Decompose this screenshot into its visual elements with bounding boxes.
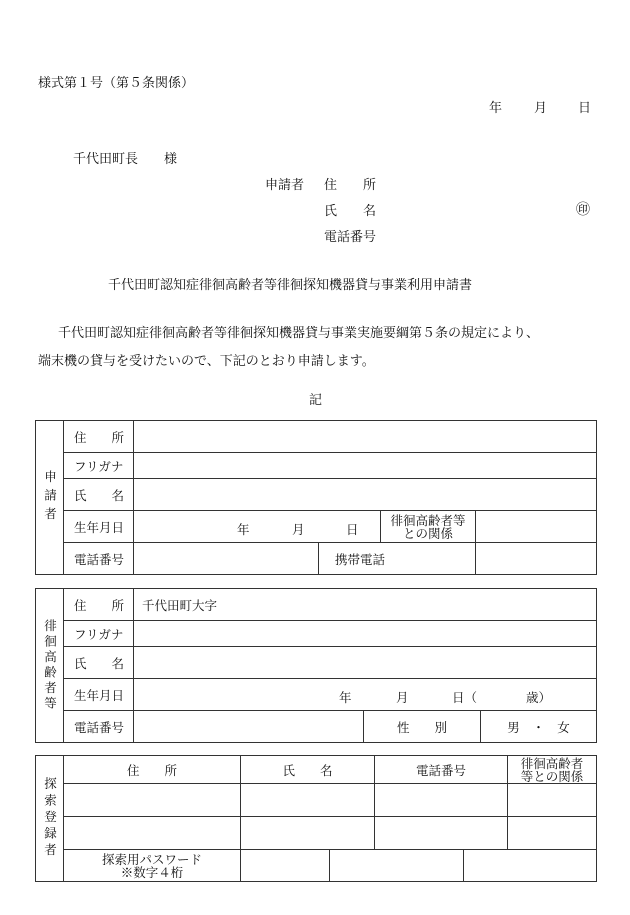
elder-address-value: 千代田町大字 [142, 597, 218, 613]
searcher1-address-field[interactable] [64, 784, 241, 817]
searcher-table [35, 755, 597, 882]
seal-mark: ㊞ [576, 202, 590, 218]
elder-gender-label: 性 別 [364, 711, 481, 743]
password-digit-3[interactable] [464, 850, 597, 882]
body-text-line2: 端末機の貸与を受けたいので、下記のとおり申請します。 [38, 354, 375, 369]
applicant-birth-field[interactable] [134, 511, 381, 543]
searcher2-relation-field[interactable] [508, 817, 597, 850]
applicant-side-label: 申請者 [42, 469, 58, 526]
date-year-label: 年 [489, 101, 503, 116]
document-title: 千代田町認知症徘徊高齢者等徘徊探知機器貸与事業利用申請書 [108, 278, 473, 293]
applicant-furigana-label: フリガナ [64, 453, 134, 479]
applicant-birth-day: 日 [346, 522, 359, 537]
applicant-birth-year: 年 [237, 522, 250, 537]
applicant-birth-month: 月 [292, 522, 305, 537]
searcher2-name-field[interactable] [241, 817, 375, 850]
elder-phone-label: 電話番号 [64, 711, 134, 743]
applicant-relation-label-line1: 徘徊高齢者等 [390, 512, 466, 528]
elder-age: 歳） [526, 690, 552, 705]
applicant-header-label: 申請者 [265, 178, 305, 193]
elder-address-field[interactable] [134, 589, 597, 621]
searcher1-name-field[interactable] [241, 784, 375, 817]
searcher-col-relation-line2: 等との関係 [520, 768, 584, 784]
applicant-address-label: 住 所 [64, 421, 134, 453]
applicant-header-address-label: 住 所 [324, 178, 377, 193]
applicant-header-phone-label: 電話番号 [324, 230, 377, 245]
searcher-col-relation [508, 756, 597, 784]
elder-birth-year: 年 [339, 690, 352, 705]
applicant-name-field[interactable] [134, 479, 597, 511]
password-digit-2[interactable] [330, 850, 464, 882]
ki-label: 記 [309, 393, 323, 408]
applicant-table [35, 420, 597, 575]
searcher2-phone-field[interactable] [375, 817, 508, 850]
elder-birth-day: 日（ [452, 690, 478, 705]
elder-birth-label: 生年月日 [64, 679, 134, 711]
password-digit-1[interactable] [241, 850, 330, 882]
searcher-col-name: 氏 名 [241, 756, 375, 784]
elder-gender-options[interactable]: 男 ・ 女 [481, 711, 597, 743]
elder-furigana-label: フリガナ [64, 621, 134, 647]
searcher-col-address: 住 所 [64, 756, 241, 784]
applicant-birth-label: 生年月日 [64, 511, 134, 543]
password-label-line2: ※数字４桁 [120, 864, 184, 880]
searcher-side-label-cell [36, 756, 64, 882]
elder-address-label: 住 所 [64, 589, 134, 621]
applicant-relation-label [381, 511, 476, 543]
elder-phone-field[interactable] [134, 711, 364, 743]
applicant-relation-label-line2: との関係 [402, 525, 453, 541]
searcher2-address-field[interactable] [64, 817, 241, 850]
applicant-side-label-cell [36, 421, 64, 575]
password-label [64, 850, 241, 882]
applicant-relation-field[interactable] [476, 511, 597, 543]
searcher-side-label: 探索登録者 [42, 777, 58, 860]
searcher-col-relation-line1: 徘徊高齢者 [520, 755, 584, 771]
applicant-name-label: 氏 名 [64, 479, 134, 511]
elder-side-label-cell [36, 589, 64, 743]
form-number: 様式第１号（第５条関係） [38, 76, 195, 91]
elder-birth-field[interactable] [134, 679, 597, 711]
applicant-phone-label: 電話番号 [64, 543, 134, 575]
elder-table [35, 588, 597, 743]
elder-name-field[interactable] [134, 647, 597, 679]
applicant-address-field[interactable] [134, 421, 597, 453]
searcher-col-phone: 電話番号 [375, 756, 508, 784]
addressee: 千代田町長 様 [73, 152, 178, 167]
body-text-line1: 千代田町認知症徘徊高齢者等徘徊探知機器貸与事業実施要綱第５条の規定により、 [58, 326, 540, 341]
elder-name-label: 氏 名 [64, 647, 134, 679]
password-label-line1: 探索用パスワード [101, 851, 202, 867]
elder-birth-month: 月 [396, 690, 409, 705]
applicant-mobile-field[interactable] [476, 543, 597, 575]
applicant-mobile-label: 携帯電話 [319, 543, 476, 575]
date-day-label: 日 [578, 101, 592, 116]
searcher1-relation-field[interactable] [508, 784, 597, 817]
elder-side-label: 徘徊高齢者等 [42, 619, 58, 712]
applicant-phone-field[interactable] [134, 543, 319, 575]
applicant-furigana-field[interactable] [134, 453, 597, 479]
searcher1-phone-field[interactable] [375, 784, 508, 817]
date-month-label: 月 [534, 101, 548, 116]
applicant-header-name-label: 氏 名 [324, 204, 377, 219]
elder-furigana-field[interactable] [134, 621, 597, 647]
